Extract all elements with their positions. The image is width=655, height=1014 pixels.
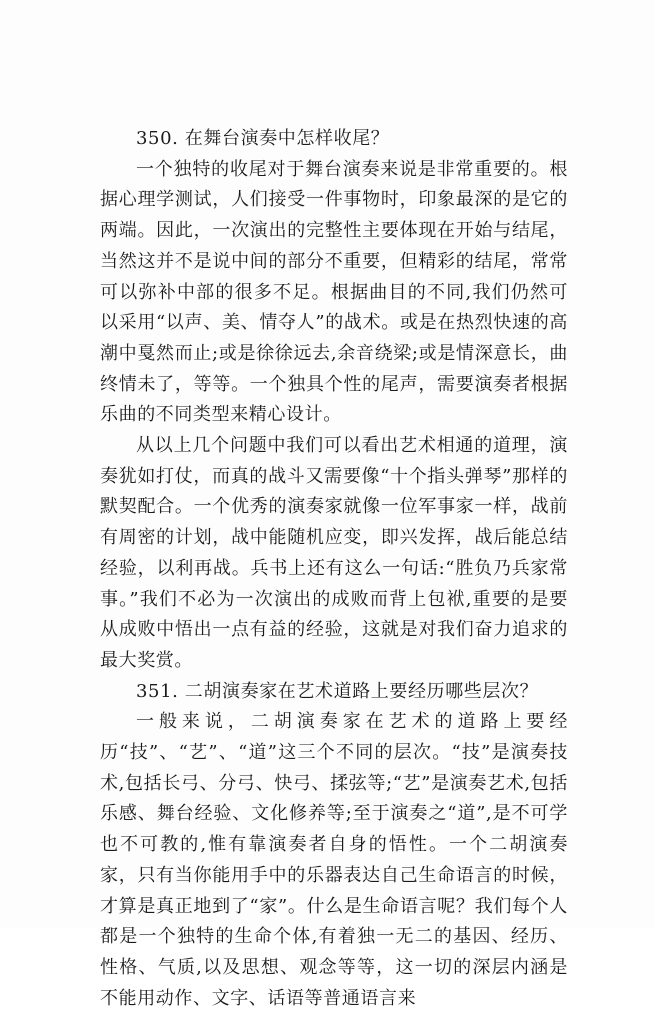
question-350-paragraph-2: 从以上几个问题中我们可以看出艺术相通的道理，演奏犹如打仗，而真的战斗又需要像“十个指头弹琴”那样的默契配合。一个优秀的演奏家就像一位军事家一样，战前有周密的计划，战中能随机应变，即兴发挥，战后能总结经验，以利再战。兵书上还有这么一句话:“胜负乃兵家常事。”我们不必为一次演出的成败而背上包袱,重要的是要从成败中悟出一点有益的经验，这就是对我们奋力追求的最大奖赏。 (100, 435, 568, 671)
question-350-title: 350. 在舞台演奏中怎样收尾？ (136, 128, 390, 149)
question-351-title: 351. 二胡演奏家在艺术道路上要经历哪些层次？ (136, 680, 539, 702)
question-351-paragraph-1: 一般来说，二胡演奏家在艺术的道路上要经历“技”、“艺”、“道”这三个不同的层次。“技”是演奏技术,包括长弓、分弓、快弓、揉弦等;“艺”是演奏艺术,包括乐感、舞台经验、文化修养等;至于演奏之“道”,是不可学也不可教的,惟有靠演奏者自身的悟性。一个二胡演奏家，只有当你能用手中的乐器表达自己生命语言的时候，才算是真正地到了“家”。什么是生命语言呢？我们每个人都是一个独特的生命个体,有着独一无二的基因、经历、性格、气质,以及思想、观念等等，这一切的深层内涵是不能用动作、文字、话语等普通语言来 (100, 711, 568, 1009)
page-body (100, 124, 568, 1014)
question-350-paragraph-1: 一个独特的收尾对于舞台演奏来说是非常重要的。根据心理学测试，人们接受一件事物时，印象最深的是它的两端。因此，一次演出的完整性主要体现在开始与结尾，当然这并不是说中间的部分不重要，但精彩的结尾，常常可以弥补中部的很多不足。根据曲目的不同,我们仍然可以采用“以声、美、情夺人”的战术。或是在热烈快速的高潮中戛然而止;或是徐徐远去,余音绕梁;或是情深意长，曲终情未了，等等。一个独具个性的尾声，需要演奏者根据乐曲的不同类型来精心设计。 (100, 158, 568, 426)
